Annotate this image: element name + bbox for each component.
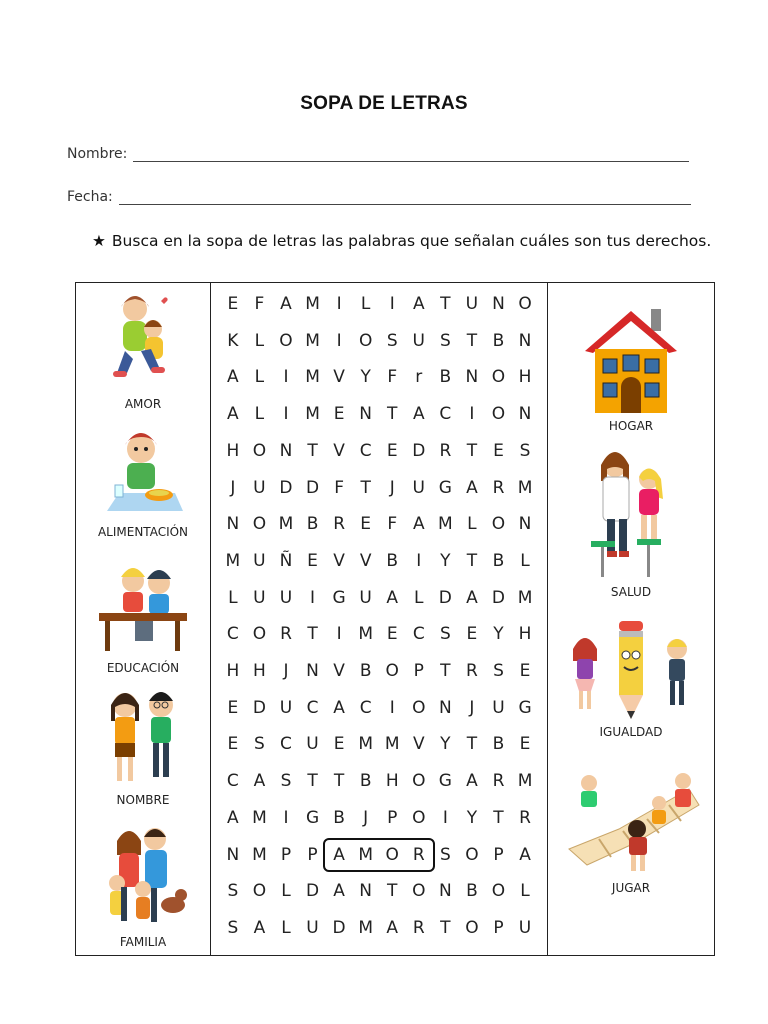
grid-letter[interactable]: T (307, 624, 318, 645)
grid-letter[interactable]: O (465, 917, 479, 938)
grid-letter[interactable]: U (253, 587, 266, 608)
grid-letter[interactable]: H (253, 661, 266, 681)
grid-letter[interactable]: A (466, 477, 478, 498)
grid-letter[interactable]: F (254, 294, 265, 314)
grid-letter[interactable]: U (518, 917, 532, 938)
grid-letter[interactable]: U (279, 587, 293, 608)
grid-letter[interactable]: B (492, 734, 505, 755)
grid-letter[interactable]: O (279, 330, 293, 351)
grid-letter[interactable]: V (333, 661, 345, 681)
word-label: HOGAR (608, 419, 654, 433)
grid-letter[interactable]: H (518, 367, 532, 388)
grid-letter[interactable]: M (278, 514, 294, 535)
grid-letter[interactable]: T (307, 771, 318, 792)
grid-letter[interactable]: E (386, 624, 398, 645)
grid-letter[interactable]: R (412, 917, 425, 938)
grid-letter[interactable]: J (230, 477, 236, 498)
grid-letter[interactable]: G (438, 771, 452, 792)
grid-letter[interactable]: D (279, 477, 293, 498)
word-card-salud (548, 443, 714, 599)
grid-letter[interactable]: N (226, 844, 240, 865)
grid-letter[interactable]: R (492, 771, 505, 792)
grid-letter[interactable]: M (252, 844, 267, 865)
grid-letter[interactable]: F (334, 477, 344, 498)
grid-letter[interactable]: E (466, 624, 478, 645)
grid-letter[interactable]: M (252, 807, 267, 828)
grid-letter[interactable]: U (306, 917, 319, 938)
grid-letter[interactable]: G (305, 807, 320, 828)
students-desk-icon (95, 559, 191, 659)
grid-letter[interactable]: T (466, 330, 478, 351)
grid-letter[interactable]: U (465, 294, 479, 314)
grid-row (211, 659, 549, 683)
grid-letter[interactable]: F (387, 514, 398, 535)
grid-letter[interactable]: I (336, 624, 342, 645)
grid-letter[interactable]: M (305, 294, 320, 314)
grid-row (211, 402, 549, 426)
grid-letter[interactable]: C (226, 624, 239, 645)
grid-letter[interactable]: A (227, 807, 239, 828)
grid-letter[interactable]: A (466, 771, 478, 792)
grid-letter[interactable]: U (412, 330, 425, 351)
date-label: Fecha: (67, 189, 113, 205)
grid-row (211, 916, 549, 940)
grid-row (211, 365, 549, 389)
grid-letter[interactable]: S (493, 661, 504, 681)
grid-letter[interactable]: I (283, 404, 289, 425)
word-label: NOMBRE (116, 793, 170, 807)
grid-letter[interactable]: I (389, 697, 395, 718)
grid-letter[interactable]: V (333, 440, 345, 461)
two-kids-icon (95, 687, 191, 791)
hug-illustration-icon (103, 287, 183, 395)
word-label: ALIMENTACIÓN (97, 525, 189, 539)
grid-letter[interactable]: B (333, 807, 345, 828)
grid-letter[interactable]: S (439, 844, 451, 865)
grid-letter[interactable]: r (415, 367, 423, 388)
grid-letter[interactable]: M (358, 917, 373, 938)
grid-letter[interactable]: Y (493, 624, 504, 645)
grid-letter[interactable]: N (518, 330, 532, 351)
left-word-column (76, 283, 211, 955)
grid-row (211, 476, 549, 500)
grid-letter[interactable]: P (307, 844, 318, 865)
date-line[interactable] (119, 190, 691, 205)
grid-letter[interactable]: O (385, 844, 399, 865)
grid-letter[interactable]: T (387, 404, 398, 425)
grid-letter[interactable]: T (307, 440, 318, 461)
grid-letter[interactable]: M (358, 624, 373, 645)
grid-letter[interactable]: D (332, 917, 346, 938)
grid-letter[interactable]: R (519, 807, 531, 828)
grid-letter[interactable]: R (439, 440, 452, 461)
grid-letter[interactable]: J (363, 807, 369, 828)
grid-letter[interactable]: D (305, 881, 320, 902)
grid-letter[interactable]: G (438, 477, 452, 498)
word-card-nombre (76, 687, 210, 807)
grid-letter[interactable]: Y (360, 367, 371, 388)
grid-letter[interactable]: B (306, 514, 319, 535)
grid-letter[interactable]: S (439, 624, 451, 645)
word-label: SALUD (610, 585, 652, 599)
word-label: AMOR (124, 397, 162, 411)
grid-letter[interactable]: L (467, 514, 477, 535)
grid-letter[interactable]: G (332, 587, 346, 608)
grid-letter[interactable]: T (466, 734, 478, 755)
grid-letter[interactable]: O (491, 367, 506, 388)
grid-letter[interactable]: C (359, 440, 372, 461)
grid-letter[interactable]: E (227, 294, 239, 314)
grid-row (211, 806, 549, 830)
letter-grid (211, 283, 549, 955)
name-field (67, 146, 689, 162)
grid-letter[interactable]: A (253, 917, 266, 938)
grid-letter[interactable]: A (386, 587, 399, 608)
grid-letter[interactable]: S (227, 881, 239, 902)
grid-letter[interactable]: A (412, 294, 425, 314)
grid-letter[interactable]: R (280, 624, 292, 645)
grid-letter[interactable]: E (519, 734, 531, 755)
grid-letter[interactable]: L (520, 550, 530, 571)
grid-letter[interactable]: I (336, 330, 342, 351)
grid-letter[interactable]: I (469, 404, 475, 425)
grid-letter[interactable]: A (412, 404, 425, 425)
grid-letter[interactable]: A (412, 514, 425, 535)
grid-row (211, 769, 549, 793)
grid-letter[interactable]: L (281, 881, 291, 902)
grid-letter[interactable]: U (492, 697, 505, 718)
grid-letter[interactable]: B (492, 550, 505, 571)
word-card-educacion (76, 559, 210, 675)
right-word-column (547, 283, 714, 955)
grid-letter[interactable]: N (518, 514, 532, 535)
puzzle-frame (75, 282, 715, 956)
grid-letter[interactable]: S (227, 917, 239, 938)
example-word-highlight (323, 838, 434, 872)
grid-letter[interactable]: M (384, 734, 400, 755)
grid-letter[interactable]: B (359, 771, 372, 792)
grid-letter[interactable]: N (518, 404, 532, 425)
grid-letter[interactable]: O (412, 771, 426, 792)
instruction-text: Busca en la sopa de letras las palabras que señalan cuáles son tus derechos. (111, 232, 712, 250)
grid-letter[interactable]: P (387, 807, 398, 828)
grid-letter[interactable]: O (385, 661, 399, 681)
grid-letter[interactable]: M (517, 477, 533, 498)
grid-letter[interactable]: R (492, 477, 505, 498)
grid-letter[interactable]: N (226, 514, 240, 535)
word-card-hogar (548, 303, 714, 433)
grid-letter[interactable]: C (306, 697, 319, 718)
family-icon (95, 825, 191, 933)
house-icon (581, 303, 681, 417)
grid-letter[interactable]: R (466, 661, 478, 681)
grid-letter[interactable]: T (466, 550, 478, 571)
grid-letter[interactable]: S (519, 440, 531, 461)
grid-letter[interactable]: U (253, 477, 266, 498)
name-line[interactable] (133, 147, 689, 162)
grid-letter[interactable]: E (227, 734, 239, 755)
grid-letter[interactable]: L (254, 367, 265, 388)
grid-letter[interactable]: C (226, 771, 239, 792)
grid-letter[interactable]: D (438, 587, 452, 608)
grid-letter[interactable]: E (333, 734, 345, 755)
grid-letter[interactable]: O (491, 881, 506, 902)
grid-letter[interactable]: O (412, 697, 426, 718)
grid-letter[interactable]: O (412, 807, 426, 828)
grid-letter[interactable]: M (305, 367, 320, 388)
grid-letter[interactable]: U (279, 697, 293, 718)
grid-letter[interactable]: N (306, 661, 319, 681)
grid-letter[interactable]: O (252, 440, 267, 461)
grid-letter[interactable]: M (225, 550, 241, 571)
grid-letter[interactable]: L (254, 330, 265, 351)
grid-letter[interactable]: T (440, 917, 451, 938)
grid-letter[interactable]: M (305, 330, 320, 351)
grid-letter[interactable]: C (280, 734, 292, 755)
grid-letter[interactable]: I (336, 294, 342, 314)
grid-letter[interactable]: N (492, 294, 505, 314)
eating-child-icon (101, 423, 185, 523)
grid-letter[interactable]: O (252, 514, 267, 535)
grid-letter[interactable]: O (518, 294, 532, 314)
grid-letter[interactable]: S (254, 734, 265, 755)
grid-letter[interactable]: Y (440, 734, 451, 755)
grid-letter[interactable]: D (491, 587, 506, 608)
grid-letter[interactable]: P (493, 917, 504, 938)
grid-letter[interactable]: D (305, 477, 320, 498)
grid-letter[interactable]: I (442, 807, 448, 828)
grid-letter[interactable]: I (389, 294, 395, 314)
grid-letter[interactable]: F (387, 367, 398, 388)
grid-letter[interactable]: T (440, 294, 451, 314)
page-title: SOPA DE LETRAS (300, 93, 468, 114)
grid-row (211, 622, 549, 646)
grid-letter[interactable]: E (227, 697, 239, 718)
grid-letter[interactable]: M (358, 734, 373, 755)
grid-letter[interactable]: B (492, 330, 505, 351)
grid-letter[interactable]: L (360, 294, 371, 314)
grid-letter[interactable]: L (281, 917, 291, 938)
pencil-kids-icon (561, 619, 701, 723)
grid-letter[interactable]: U (412, 477, 425, 498)
grid-letter[interactable]: O (465, 844, 479, 865)
grid-letter[interactable]: I (310, 587, 316, 608)
grid-letter[interactable]: M (517, 771, 533, 792)
grid-letter[interactable]: N (438, 881, 452, 902)
grid-letter[interactable]: Y (466, 807, 478, 828)
grid-letter[interactable]: N (279, 440, 293, 461)
grid-letter[interactable]: K (227, 330, 239, 351)
grid-letter[interactable]: U (306, 734, 319, 755)
grid-letter[interactable]: A (333, 881, 345, 902)
word-card-amor (76, 287, 210, 411)
date-field (67, 189, 691, 205)
grid-letter[interactable]: T (360, 477, 371, 498)
grid-letter[interactable]: B (439, 367, 452, 388)
grid-letter[interactable]: N (465, 367, 479, 388)
grid-row (211, 732, 549, 756)
grid-letter[interactable]: A (227, 404, 239, 425)
grid-letter[interactable]: U (359, 587, 372, 608)
instruction (92, 232, 711, 250)
grid-letter[interactable]: Ñ (279, 550, 293, 571)
grid-row (211, 549, 549, 573)
grid-letter[interactable]: P (280, 844, 292, 865)
grid-letter[interactable]: B (386, 550, 399, 571)
grid-letter[interactable]: P (493, 844, 504, 865)
grid-letter[interactable]: P (413, 661, 424, 681)
grid-letter[interactable]: E (493, 440, 504, 461)
word-label: IGUALDAD (599, 725, 663, 739)
grid-row (211, 586, 549, 610)
grid-letter[interactable]: C (359, 697, 372, 718)
grid-letter[interactable]: O (358, 330, 373, 351)
grid-letter[interactable]: H (226, 440, 240, 461)
grid-letter[interactable]: A (280, 294, 292, 314)
grid-letter[interactable]: E (333, 404, 345, 425)
grid-letter[interactable]: O (252, 881, 267, 902)
grid-letter[interactable]: O (491, 514, 506, 535)
grid-letter[interactable]: S (386, 330, 398, 351)
grid-letter[interactable]: T (387, 881, 398, 902)
grid-letter[interactable]: V (333, 550, 345, 571)
grid-letter[interactable]: N (438, 697, 452, 718)
grid-letter[interactable]: R (333, 514, 345, 535)
hopscotch-icon (559, 769, 703, 879)
star-icon: ★ (92, 232, 106, 250)
grid-letter[interactable]: N (359, 881, 373, 902)
grid-letter[interactable]: V (359, 550, 372, 571)
word-label: FAMILIA (119, 935, 167, 949)
grid-letter[interactable]: A (227, 367, 239, 388)
grid-letter[interactable]: E (386, 440, 398, 461)
word-card-jugar (548, 769, 714, 895)
grid-letter[interactable]: I (283, 807, 289, 828)
grid-letter[interactable]: T (333, 771, 345, 792)
grid-letter[interactable]: V (333, 367, 345, 388)
grid-letter[interactable]: A (466, 587, 478, 608)
grid-letter[interactable]: T (493, 807, 504, 828)
grid-letter[interactable]: J (469, 697, 475, 718)
grid-letter[interactable]: T (466, 440, 478, 461)
grid-row (211, 879, 549, 903)
grid-letter[interactable]: H (518, 624, 532, 645)
grid-letter[interactable]: O (412, 881, 426, 902)
grid-letter[interactable]: S (439, 330, 451, 351)
grid-letter[interactable]: I (283, 367, 289, 388)
grid-letter[interactable]: U (253, 550, 266, 571)
grid-letter[interactable]: D (412, 440, 426, 461)
grid-letter[interactable]: R (412, 844, 425, 865)
grid-letter[interactable]: A (253, 771, 266, 792)
grid-letter[interactable]: B (359, 661, 372, 681)
grid-letter[interactable]: E (360, 514, 372, 535)
grid-row (211, 329, 549, 353)
word-card-familia (76, 825, 210, 949)
grid-letter[interactable]: H (385, 771, 399, 792)
grid-letter[interactable]: C (412, 624, 425, 645)
word-card-igualdad (548, 619, 714, 739)
grid-letter[interactable]: G (518, 697, 532, 718)
grid-row (211, 696, 549, 720)
doctor-icon (581, 443, 681, 583)
grid-letter[interactable]: D (252, 697, 266, 718)
grid-row (211, 439, 549, 463)
grid-letter[interactable]: O (491, 404, 506, 425)
grid-letter[interactable]: C (439, 404, 452, 425)
grid-letter[interactable]: M (438, 514, 453, 535)
grid-letter[interactable]: J (389, 477, 395, 498)
word-label: EDUCACIÓN (106, 661, 180, 675)
grid-letter[interactable]: E (519, 661, 531, 681)
grid-letter[interactable]: M (517, 587, 533, 608)
grid-row (211, 512, 549, 536)
grid-letter[interactable]: S (280, 771, 292, 792)
grid-letter[interactable]: O (252, 624, 267, 645)
grid-letter[interactable]: I (416, 550, 422, 571)
grid-letter[interactable]: M (305, 404, 320, 425)
grid-letter[interactable]: L (414, 587, 424, 608)
grid-letter[interactable]: V (412, 734, 425, 755)
name-label: Nombre: (67, 146, 128, 162)
grid-letter[interactable]: A (519, 844, 531, 865)
grid-letter[interactable]: J (283, 661, 289, 681)
grid-letter[interactable]: A (386, 917, 399, 938)
grid-letter[interactable]: L (228, 587, 238, 608)
grid-letter[interactable]: E (307, 550, 318, 571)
word-card-alimentacion (76, 423, 210, 539)
grid-letter[interactable]: L (520, 881, 530, 902)
grid-letter[interactable]: H (226, 661, 240, 681)
grid-letter[interactable]: A (333, 697, 345, 718)
grid-letter[interactable]: Y (440, 550, 451, 571)
word-label: JUGAR (611, 881, 651, 895)
grid-letter[interactable]: B (466, 881, 478, 902)
grid-row (211, 292, 549, 316)
grid-letter[interactable]: A (333, 844, 345, 865)
grid-letter[interactable]: T (440, 661, 451, 681)
grid-letter[interactable]: L (254, 404, 265, 425)
grid-letter[interactable]: M (358, 844, 373, 865)
grid-letter[interactable]: N (359, 404, 373, 425)
